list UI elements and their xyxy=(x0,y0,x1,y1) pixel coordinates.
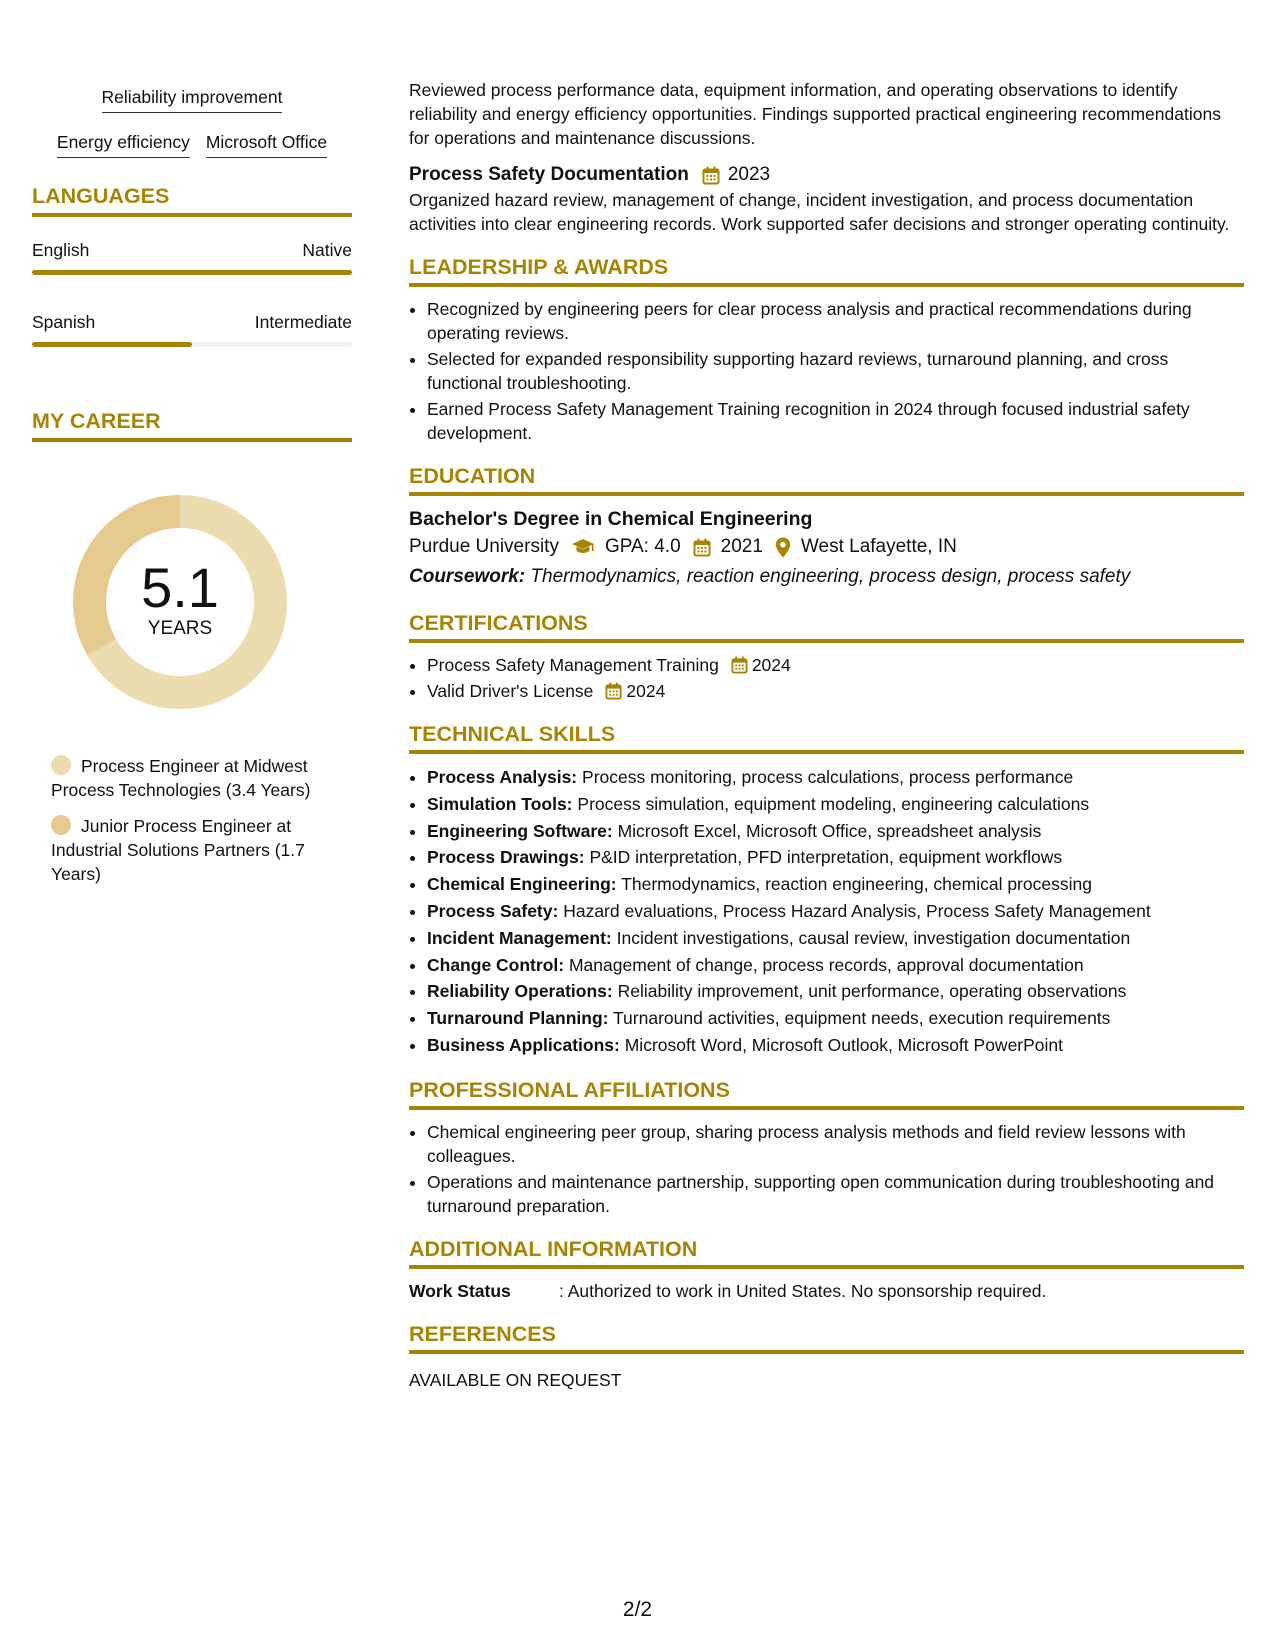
career-legend-item xyxy=(51,814,333,886)
skill-text: Hazard evaluations, Process Hazard Analysis, Process Safety Management xyxy=(563,900,1151,921)
skill-tag: Energy efficiency xyxy=(57,131,190,158)
legend-dot xyxy=(51,815,71,835)
work-status-label: Work Status xyxy=(409,1280,511,1301)
skill-item xyxy=(427,1005,1244,1032)
education-coursework xyxy=(409,562,1244,592)
calendar-icon xyxy=(731,656,748,674)
tag-row xyxy=(32,131,352,158)
project-description: Organized hazard review, management of change, incident investigation, and process documentation activities into clear engineering records. Work supported safer decisions and stronger operating continuity. xyxy=(409,190,1230,234)
education-heading: EDUCATION xyxy=(409,463,1244,496)
skill-label: Simulation Tools: xyxy=(427,793,573,814)
leadership-list xyxy=(409,297,1244,445)
skill-item xyxy=(427,925,1244,952)
calendar-icon xyxy=(693,538,711,557)
additional-info-heading: ADDITIONAL INFORMATION xyxy=(409,1236,1244,1269)
skill-item xyxy=(427,844,1244,871)
calendar-icon xyxy=(702,166,720,185)
leadership-heading: LEADERSHIP & AWARDS xyxy=(409,254,1244,287)
list-item: • Selected for expanded responsibility supporting hazard reviews, turnaround planning, and cross functional troubleshooting. xyxy=(427,347,1244,395)
education-year: 2021 xyxy=(720,536,763,557)
career-total-unit: YEARS xyxy=(147,618,213,639)
affiliations-heading: PROFESSIONAL AFFILIATIONS xyxy=(409,1077,1244,1110)
skill-text: Process simulation, equipment modeling, engineering calculations xyxy=(577,793,1090,814)
skill-item xyxy=(427,791,1244,818)
language-name: Spanish xyxy=(32,312,96,332)
skill-item xyxy=(427,978,1244,1005)
calendar-icon xyxy=(605,682,622,700)
list-item: • Chemical engineering peer group, sharing process analysis methods and field review lessons with colleagues. xyxy=(427,1120,1244,1168)
work-status-value: : Authorized to work in United States. No sponsorship required. xyxy=(559,1280,1047,1301)
skill-text: Microsoft Word, Microsoft Outlook, Microsoft PowerPoint xyxy=(624,1034,1064,1055)
page-number: 2/2 xyxy=(622,1598,653,1621)
technical-skills-list xyxy=(409,764,1244,1059)
project-title: Process Safety Documentation xyxy=(409,164,689,185)
languages-heading: LANGUAGES xyxy=(32,184,352,217)
language-item xyxy=(32,311,352,347)
sidebar xyxy=(32,86,352,898)
skill-item xyxy=(427,1032,1244,1059)
skill-text: Microsoft Excel, Microsoft Office, spreadsheet analysis xyxy=(617,820,1042,841)
career-role: Junior Process Engineer at Industrial Solutions Partners (1.7 Years) xyxy=(51,816,305,884)
graduation-cap-icon xyxy=(571,538,595,556)
skill-text: Incident investigations, causal review, investigation documentation xyxy=(616,927,1131,948)
affiliations-list xyxy=(409,1120,1244,1218)
career-donut-chart xyxy=(64,486,296,718)
skill-label: Process Safety: xyxy=(427,900,559,921)
certification-name: • Process Safety Management Training xyxy=(427,655,719,675)
certification-year: 2024 xyxy=(751,655,791,675)
map-pin-icon xyxy=(775,537,791,558)
skill-label: Business Applications: xyxy=(427,1034,620,1055)
work-status-row xyxy=(409,1279,1244,1303)
language-level: Intermediate xyxy=(254,312,352,332)
career-role: Process Engineer at Midwest Process Technologies (3.4 Years) xyxy=(51,756,311,800)
career-legend-item xyxy=(51,754,333,802)
education-gpa: GPA: 4.0 xyxy=(604,536,681,557)
career-total-value: 5.1 xyxy=(141,556,219,619)
technical-skills-heading: TECHNICAL SKILLS xyxy=(409,721,1244,754)
skill-item xyxy=(427,764,1244,791)
tag-row xyxy=(32,86,352,113)
certifications-heading: CERTIFICATIONS xyxy=(409,610,1244,643)
project-title-row xyxy=(409,162,1244,188)
education-location: West Lafayette, IN xyxy=(800,536,957,557)
language-bar xyxy=(32,342,352,347)
skill-item xyxy=(427,871,1244,898)
experience-description: Reviewed process performance data, equipment information, and operating observations to identify reliability and energy efficiency opportunities. Findings supported practical engineering recommendations for operations and maintenance discussions. xyxy=(409,80,1221,148)
skill-item xyxy=(427,818,1244,845)
references-heading: REFERENCES xyxy=(409,1321,1244,1354)
main-column xyxy=(409,78,1244,1392)
language-bar xyxy=(32,270,352,275)
language-bar-fill xyxy=(32,342,192,347)
education-degree: Bachelor's Degree in Chemical Engineering xyxy=(409,508,813,530)
skill-label: Turnaround Planning: xyxy=(427,1008,609,1029)
education-details xyxy=(409,532,1244,562)
skill-item xyxy=(427,952,1244,979)
skill-label: Process Drawings: xyxy=(427,847,585,868)
certification-year: 2024 xyxy=(626,681,666,701)
skill-item xyxy=(427,898,1244,925)
list-item: • Operations and maintenance partnership, supporting open communication during troubleshooting and turnaround preparation. xyxy=(427,1170,1244,1218)
skill-label: Change Control: xyxy=(427,954,565,975)
career-legend xyxy=(32,754,352,886)
references-text: AVAILABLE ON REQUEST xyxy=(409,1369,622,1390)
skill-text: Process monitoring, process calculations, process performance xyxy=(582,767,1074,787)
skill-text: P&ID interpretation, PFD interpretation, equipment workflows xyxy=(589,847,1063,868)
language-name: English xyxy=(32,240,90,260)
coursework-text: Thermodynamics, reaction engineering, process design, process safety xyxy=(530,566,1131,587)
skill-text: Turnaround activities, equipment needs, execution requirements xyxy=(613,1008,1111,1029)
skill-text: Reliability improvement, unit performance, operating observations xyxy=(617,981,1127,1002)
skill-label: Chemical Engineering: xyxy=(427,874,617,895)
list-item: • Earned Process Safety Management Training recognition in 2024 through focused industrial safety development. xyxy=(427,397,1244,445)
education-school: Purdue University xyxy=(409,536,559,557)
skill-tags xyxy=(32,86,352,158)
coursework-label: Coursework: xyxy=(409,566,526,587)
skill-tag: Microsoft Office xyxy=(206,131,327,158)
list-item: • Recognized by engineering peers for clear process analysis and practical recommendations during operating reviews. xyxy=(427,297,1244,345)
certification-item xyxy=(427,653,1244,677)
skill-tag: Reliability improvement xyxy=(102,86,283,113)
language-bar-fill xyxy=(32,270,352,275)
skill-label: Incident Management: xyxy=(427,927,612,948)
career-heading: MY CAREER xyxy=(32,409,352,442)
legend-dot xyxy=(51,755,71,775)
skill-label: Process Analysis: xyxy=(427,767,578,787)
project-year: 2023 xyxy=(727,164,771,185)
language-item xyxy=(32,239,352,275)
certification-name: • Valid Driver's License xyxy=(427,681,594,701)
language-level: Native xyxy=(302,240,352,260)
certification-item xyxy=(427,679,1244,703)
skill-text: Thermodynamics, reaction engineering, chemical processing xyxy=(621,874,1092,895)
skill-label: Reliability Operations: xyxy=(427,981,613,1002)
certifications-list xyxy=(409,653,1244,703)
skill-text: Management of change, process records, approval documentation xyxy=(568,954,1084,975)
skill-label: Engineering Software: xyxy=(427,820,613,841)
